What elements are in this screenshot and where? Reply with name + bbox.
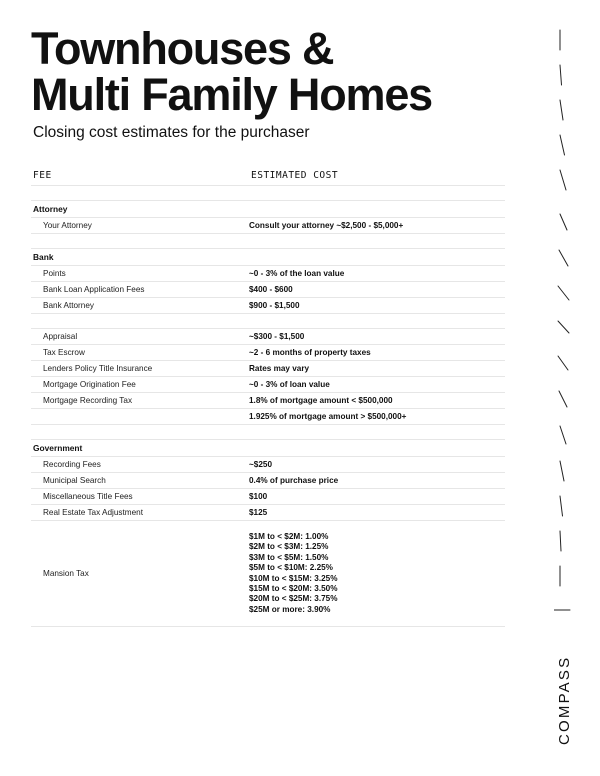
cost-cell: 1.925% of mortgage amount > $500,000+ bbox=[249, 412, 407, 421]
cost-cell bbox=[249, 532, 505, 615]
table-row bbox=[31, 377, 505, 393]
table-spacer bbox=[31, 425, 505, 440]
cost-cell: $100 bbox=[249, 492, 268, 501]
table-row-mansion-tax bbox=[31, 521, 505, 627]
table-spacer bbox=[31, 186, 505, 201]
mansion-tier: $3M to < $5M: 1.50% bbox=[249, 552, 329, 562]
cost-cell: ~0 - 3% of loan value bbox=[249, 380, 330, 389]
cost-cell: $900 - $1,500 bbox=[249, 301, 300, 310]
mansion-tax-tiers bbox=[249, 532, 505, 615]
table-row bbox=[31, 266, 505, 282]
fee-cell: Municipal Search bbox=[43, 476, 106, 485]
header-estimated-cost: ESTIMATED COST bbox=[251, 169, 339, 181]
compass-logo-text: COMPASS bbox=[556, 655, 573, 745]
section-attorney: Attorney bbox=[31, 201, 505, 218]
table-row bbox=[31, 282, 505, 298]
fee-cell: Tax Escrow bbox=[43, 348, 85, 357]
table-row bbox=[31, 489, 505, 505]
cost-cell: ~2 - 6 months of property taxes bbox=[249, 348, 371, 357]
fee-cell: Mortgage Recording Tax bbox=[43, 396, 133, 405]
section-bank: Bank bbox=[31, 249, 505, 266]
fee-cell: Points bbox=[43, 269, 66, 278]
fee-cell: Recording Fees bbox=[43, 460, 101, 469]
cost-cell: $125 bbox=[249, 508, 268, 517]
closing-cost-table bbox=[31, 166, 505, 627]
table-row bbox=[31, 457, 505, 473]
fee-cell: Bank Attorney bbox=[43, 301, 94, 310]
mansion-tier: $2M to < $3M: 1.25% bbox=[249, 542, 329, 552]
cost-cell: Rates may vary bbox=[249, 364, 310, 373]
table-row bbox=[31, 329, 505, 345]
table-row bbox=[31, 505, 505, 521]
fee-cell: Real Estate Tax Adjustment bbox=[43, 508, 143, 517]
page-title-line-2: Multi Family Homes bbox=[31, 69, 432, 120]
cost-cell: 1.8% of mortgage amount < $500,000 bbox=[249, 396, 393, 405]
mansion-tier: $15M to < $20M: 3.50% bbox=[249, 583, 338, 593]
table-header bbox=[31, 166, 505, 186]
table-row bbox=[31, 298, 505, 314]
fee-cell: Appraisal bbox=[43, 332, 78, 341]
cost-cell: 0.4% of purchase price bbox=[249, 476, 339, 485]
mansion-tier: $25M or more: 3.90% bbox=[249, 604, 331, 614]
table-row bbox=[31, 473, 505, 489]
fee-cell: Mortgage Origination Fee bbox=[43, 380, 136, 389]
table-row bbox=[31, 361, 505, 377]
fee-cell: Lenders Policy Title Insurance bbox=[43, 364, 153, 373]
mansion-tier: $20M to < $25M: 3.75% bbox=[249, 594, 338, 604]
table-spacer bbox=[31, 234, 505, 249]
cost-cell: Consult your attorney ~$2,500 - $5,000+ bbox=[249, 221, 404, 230]
table-spacer bbox=[31, 314, 505, 329]
table-row bbox=[31, 393, 505, 409]
mansion-tier: $10M to < $15M: 3.25% bbox=[249, 573, 338, 583]
cost-cell: ~0 - 3% of the loan value bbox=[249, 269, 345, 278]
header-fee: FEE bbox=[33, 169, 52, 181]
mansion-tier: $1M to < $2M: 1.00% bbox=[249, 531, 329, 541]
compass-needle-decoration bbox=[554, 28, 572, 628]
table-row bbox=[31, 409, 505, 425]
cost-cell: ~$250 bbox=[249, 460, 272, 469]
fee-cell: Mansion Tax bbox=[43, 569, 89, 578]
page-title bbox=[31, 23, 432, 120]
mansion-tier: $5M to < $10M: 2.25% bbox=[249, 563, 333, 573]
compass-logo bbox=[552, 645, 574, 745]
cost-cell: $400 - $600 bbox=[249, 285, 293, 294]
page-title-line-1: Townhouses & bbox=[31, 23, 334, 74]
section-government: Government bbox=[31, 440, 505, 457]
fee-cell: Bank Loan Application Fees bbox=[43, 285, 145, 294]
cost-cell: ~$300 - $1,500 bbox=[249, 332, 305, 341]
page-subtitle: Closing cost estimates for the purchaser bbox=[33, 124, 310, 141]
table-row bbox=[31, 218, 505, 234]
fee-cell: Your Attorney bbox=[43, 221, 92, 230]
table-row bbox=[31, 345, 505, 361]
fee-cell: Miscellaneous Title Fees bbox=[43, 492, 133, 501]
